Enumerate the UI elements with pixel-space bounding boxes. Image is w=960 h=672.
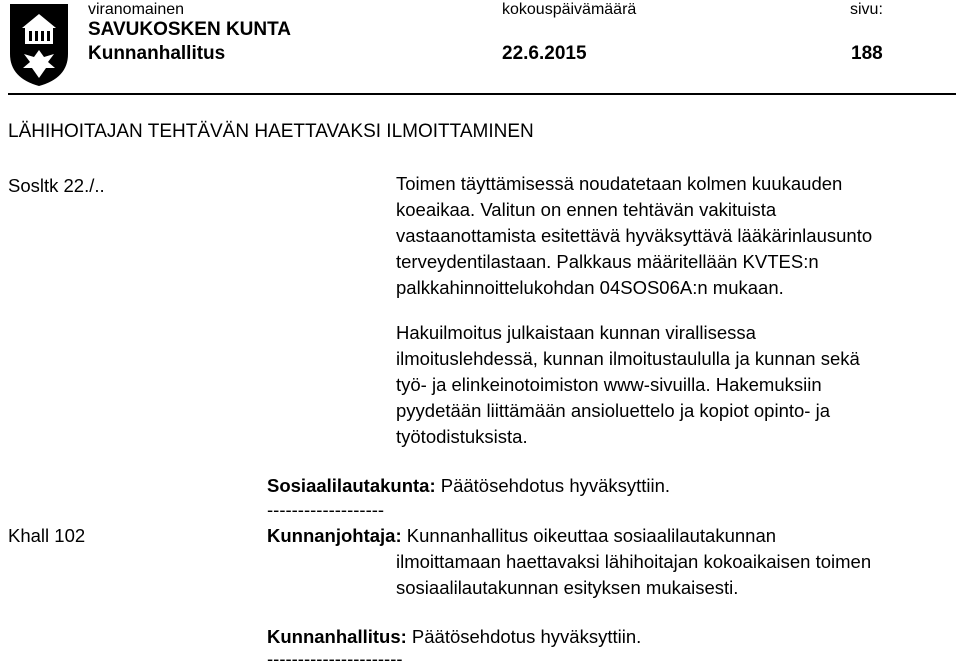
- kunnanjohtaja-proposal: [267, 523, 776, 549]
- header-col2-label: kokouspäivämäärä: [502, 1, 637, 18]
- kunnanhallitus-separator: ----------------------: [267, 648, 403, 669]
- kunnanjohtaja-line2: ilmoittamaan haettavaksi lähihoitajan kokoaikaisen toimen: [396, 551, 872, 572]
- header-col1-label: viranomainen: [88, 1, 185, 18]
- body-name: Kunnanhallitus: [88, 43, 226, 64]
- paragraph-probation: [396, 171, 956, 301]
- kunnanhallitus-text: Päätösehdotus hyväksyttiin.: [406, 626, 642, 647]
- kunnanhallitus-label: Kunnanhallitus:: [267, 626, 407, 647]
- coat-of-arms-logo: [8, 2, 70, 88]
- paragraph-line: vastaanottamista esitettävä hyväksyttävä lääkärinlausunto: [396, 225, 873, 246]
- paragraph-line: palkkahinnoittelukohdan 04SOS06A:n mukaan.: [396, 277, 784, 298]
- paragraph-line: Hakuilmoitus julkaistaan kunnan virallisessa: [396, 322, 756, 343]
- khall-reference: Khall 102: [8, 525, 86, 546]
- sosiaalilautakunta-text: Päätösehdotus hyväksyttiin.: [435, 475, 671, 496]
- paragraph-line: työtodistuksista.: [396, 426, 528, 447]
- paragraph-line: koeaikaa. Valitun on ennen tehtävän vakituista: [396, 199, 777, 220]
- paragraph-line: työ- ja elinkeinotoimiston www-sivuilla. Hakemuksiin: [396, 374, 822, 395]
- document-title: LÄHIHOITAJAN TEHTÄVÄN HAETTAVAKSI ILMOITTAMINEN: [8, 121, 534, 142]
- kunnanjohtaja-line3: sosiaalilautakunnan esityksen mukaisesti.: [396, 577, 739, 598]
- sosltk-reference: Sosltk 22./..: [8, 175, 105, 196]
- page-number: 188: [851, 43, 883, 64]
- sosiaalilautakunta-label: Sosiaalilautakunta:: [267, 475, 436, 496]
- sosiaalilautakunta-separator: -------------------: [267, 499, 385, 520]
- paragraph-line: terveydentilastaan. Palkkaus määritellään KVTES:n: [396, 251, 819, 272]
- kunnanjohtaja-label: Kunnanjohtaja:: [267, 525, 402, 546]
- kunnanjohtaja-line1: Kunnanhallitus oikeuttaa sosiaalilautakunnan: [401, 525, 777, 546]
- sosiaalilautakunta-decision: [267, 473, 670, 499]
- header-rule: [8, 93, 956, 95]
- municipality-name: SAVUKOSKEN KUNTA: [88, 19, 292, 40]
- paragraph-line: Toimen täyttämisessä noudatetaan kolmen kuukauden: [396, 173, 843, 194]
- paragraph-announcement: [396, 320, 956, 450]
- paragraph-line: ilmoituslehdessä, kunnan ilmoitustaululla ja kunnan sekä: [396, 348, 860, 369]
- header-col3-label: sivu:: [850, 1, 883, 18]
- meeting-date: 22.6.2015: [502, 43, 587, 64]
- paragraph-line: pyydetään liittämään ansioluettelo ja kopiot opinto- ja: [396, 400, 831, 421]
